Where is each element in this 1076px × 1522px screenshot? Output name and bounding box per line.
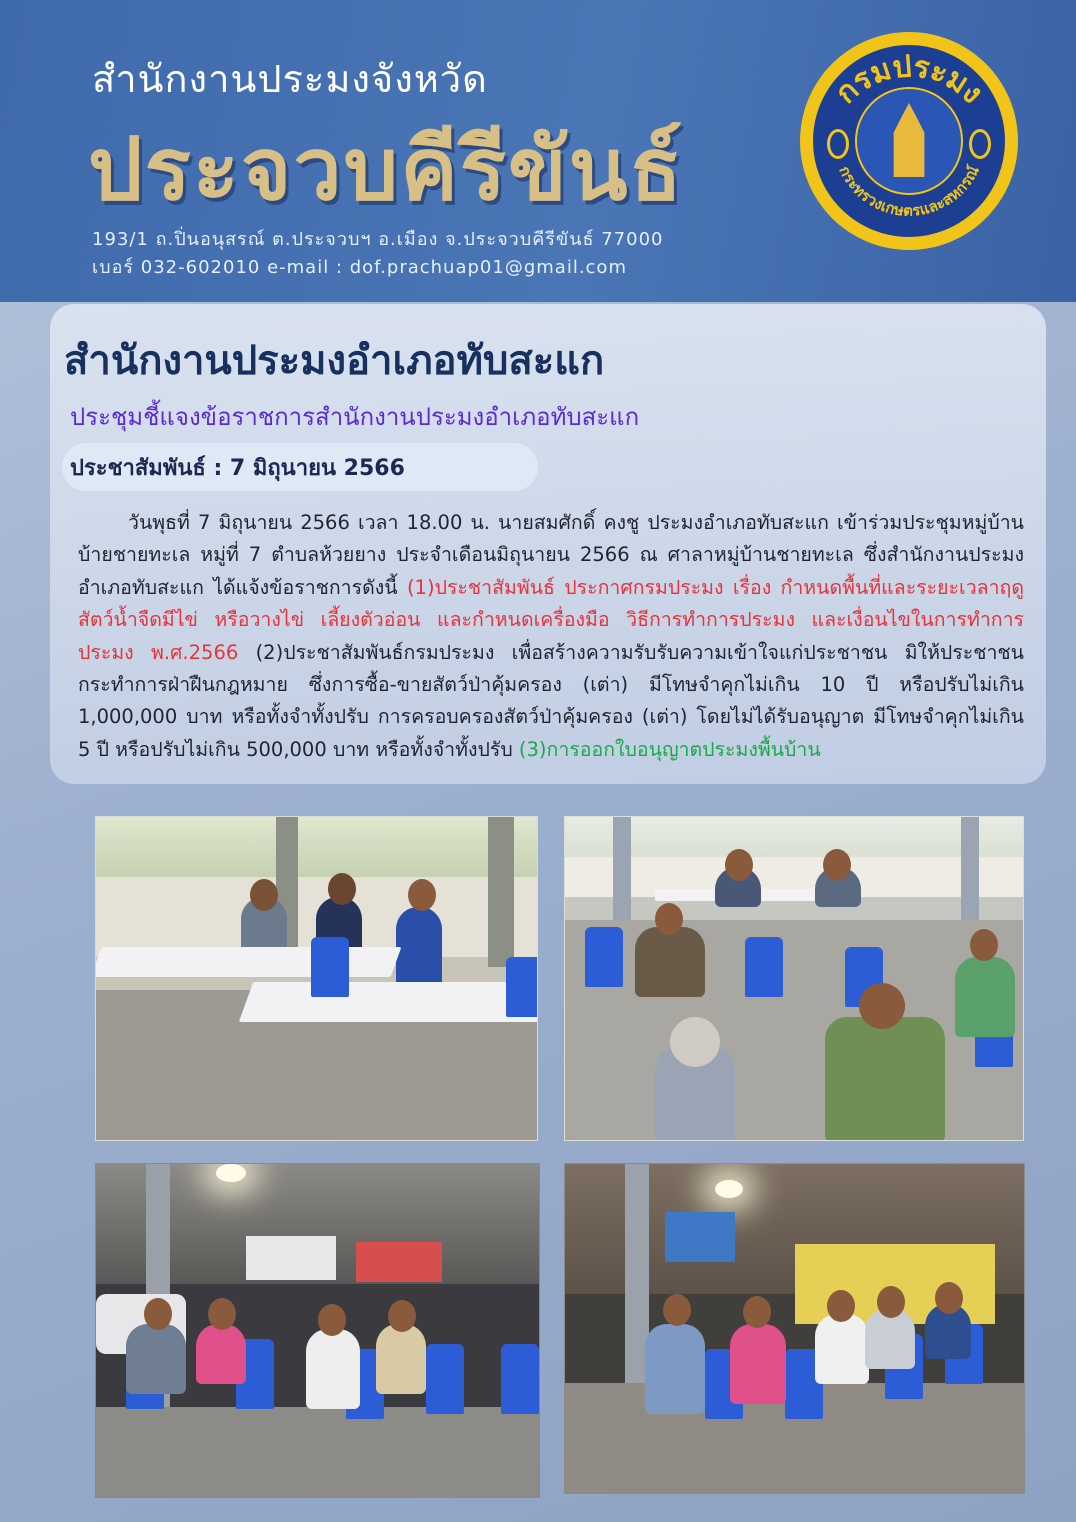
article-body [78,507,1024,766]
svg-text:กรมประมง [829,49,990,111]
header-address: 193/1 ถ.ปิ่นอนุสรณ์ ต.ประจวบฯ อ.เมือง จ.ประจวบคีรีขันธ์ 77000 [92,229,664,250]
body-item-1: (1)ประชาสัมพันธ์ ประกาศกรมประมง เรื่อง กำหนดพื้นที่และระยะเวลาฤดูสัตว์น้ำจืดมีไข่ หรือวางไข่ เลี้ยงตัวอ่อน และกำหนดเครื่องมือ วิธีการทำการประมง และเงื่อนไขในการทำการประมง พ.ศ.2566 [78,575,1025,664]
article-headline: ประชุมชี้แจงข้อราชการสำนักงานประมงอำเภอทับสะแก [70,403,640,431]
pr-date-text: ประชาสัมพันธ์ : 7 มิถุนายน 2566 [70,455,405,481]
photo-officials-table [95,816,538,1141]
seal-top-text: กรมประมง [828,49,990,111]
body-intro: วันพุธที่ 7 มิถุนายน 2566 เวลา 18.00 น. นายสมศักดิ์ คงชู ประมงอำเภอทับสะแก เข้าร่วมประชุมหมู่บ้าน บ้ายชายทะเล หมู่ที่ 7 ตำบลห้วยยาง ประจำเดือนมิถุนายน 2566 ณ ศาลาหมู่บ้านชายทะเล ซึ่งสำนักงานประมง อำเภอทับสะแก ได้แจ้งข้อราชการดังนี้ [78,511,1024,599]
header-title: ประจวบคีรีขันธ์ [88,120,685,220]
photo-night-meeting-left [95,1163,540,1498]
seal-text-ring [800,32,1018,250]
body-item-3: (3)การออกใบอนุญาตประมงพื้นบ้าน [518,737,821,761]
header-subtitle: สำนักงานประมงจังหวัด [92,57,488,101]
pr-date-badge [62,443,538,491]
svg-text:กระทรวงเกษตรและสหกรณ์ [835,163,983,220]
photo-audience-seated [564,816,1024,1141]
photo-night-meeting-right [564,1163,1025,1494]
office-title: สำนักงานประมงอำเภอทับสะแก [64,338,605,384]
header-contact: เบอร์ 032-602010 e-mail : dof.prachuap01@gmail.com [92,257,627,278]
seal-bottom-text: กระทรวงเกษตรและสหกรณ์ [835,162,983,220]
header-banner [0,0,1076,302]
body-item-2: (2)ประชาสัมพันธ์กรมประมง เพื่อสร้างความรับรับความเข้าใจแก่ประชาชน มิให้ประชาชนกระทำการฝ่าฝืนกฎหมาย ซึ่งการซื้อ-ขายสัตว์ป่าคุ้มครอง (เต่า) มีโทษจำคุกไม่เกิน 10 ปี หรือปรับไม่เกิน 1,000,000 บาท หรือทั้งจำทั้งปรับ การครอบครองสัตว์ป่าคุ้มครอง (เต่า) โดยไม่ได้รับอนุญาต มีโทษจำคุกไม่เกิน 5 ปี หรือปรับไม่เกิน 500,000 บาท หรือทั้งจำทั้งปรับ [78,640,1024,761]
department-seal-logo [800,32,1018,250]
